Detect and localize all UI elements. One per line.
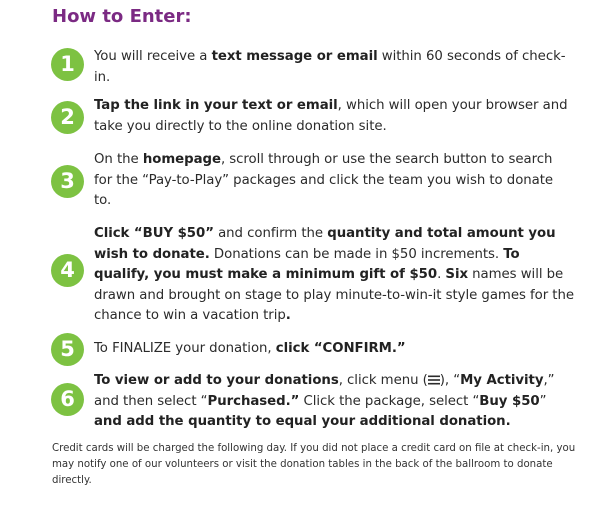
emphasis-text: Click “BUY $50” bbox=[94, 226, 214, 241]
step-number-badge: 2 bbox=[51, 101, 84, 134]
emphasis-text: Six bbox=[445, 267, 468, 282]
emphasis-text: quantity and total amount you wish to donate. bbox=[94, 226, 556, 262]
footnote: Credit cards will be charged the following day. If you did not place a credit card on file at check-in, you may notify one of our volunteers or visit the donation tables in the back of the ballroom to donate directly. bbox=[52, 443, 576, 487]
menu-icon bbox=[428, 372, 440, 382]
step-text-run: ” bbox=[539, 393, 547, 409]
step-text bbox=[94, 150, 574, 212]
step-text-run: ,” and then select “ bbox=[94, 373, 555, 409]
step-number-badge: 3 bbox=[51, 165, 84, 198]
step-text-run: On the bbox=[94, 152, 143, 167]
emphasis-text: Buy $50 bbox=[479, 393, 540, 409]
step-text-run: and confirm the bbox=[213, 226, 328, 241]
step-number-badge: 1 bbox=[51, 48, 84, 81]
step-number-badge: 4 bbox=[51, 254, 84, 287]
step-text bbox=[94, 339, 574, 360]
step-text-run: , which will open your browser and take you directly to the online donation site. bbox=[94, 98, 568, 134]
emphasis-text: My Activity bbox=[460, 373, 544, 388]
step-text-run: You will receive a bbox=[94, 49, 212, 64]
step-text-run: , click menu ( bbox=[338, 373, 428, 388]
page-title: How to Enter: bbox=[52, 6, 192, 27]
step-text-run: To FINALIZE your donation, bbox=[94, 341, 276, 356]
step-number-badge: 5 bbox=[51, 333, 84, 366]
step-text bbox=[94, 96, 574, 137]
emphasis-text: . bbox=[285, 308, 291, 323]
emphasis-text: To view or add to your donations bbox=[94, 373, 339, 388]
step-text bbox=[94, 47, 574, 88]
step-text-run: within 60 seconds of check-in. bbox=[94, 49, 566, 85]
emphasis-text: Tap the link in your text or email bbox=[94, 98, 338, 113]
emphasis-text: text message or email bbox=[211, 49, 378, 64]
emphasis-text: and add the quantity to equal your additional donation. bbox=[94, 414, 511, 429]
emphasis-text: To qualify, you must make a minimum gift of $50 bbox=[94, 246, 520, 282]
emphasis-text: click “CONFIRM.” bbox=[275, 341, 406, 356]
emphasis-text: Purchased.” bbox=[207, 393, 300, 409]
step-text-run: . bbox=[437, 267, 446, 282]
step-text-run: , scroll through or use the search button to search for the “Pay-to-Play” packages and click the team you wish to donate to. bbox=[94, 152, 554, 208]
step-text bbox=[94, 224, 574, 327]
emphasis-text: homepage bbox=[142, 152, 221, 167]
step-number-badge: 6 bbox=[51, 383, 84, 416]
step-text-run: names will be drawn and brought on stage to play minute-to-win-it style games for the chance to win a vacation trip bbox=[94, 267, 574, 323]
step-text-run: Donations can be made in $50 increments. bbox=[209, 246, 504, 262]
step-text-run: ), “ bbox=[439, 373, 461, 388]
step-text-run: Click the package, select “ bbox=[299, 393, 480, 409]
step-text bbox=[94, 371, 574, 433]
